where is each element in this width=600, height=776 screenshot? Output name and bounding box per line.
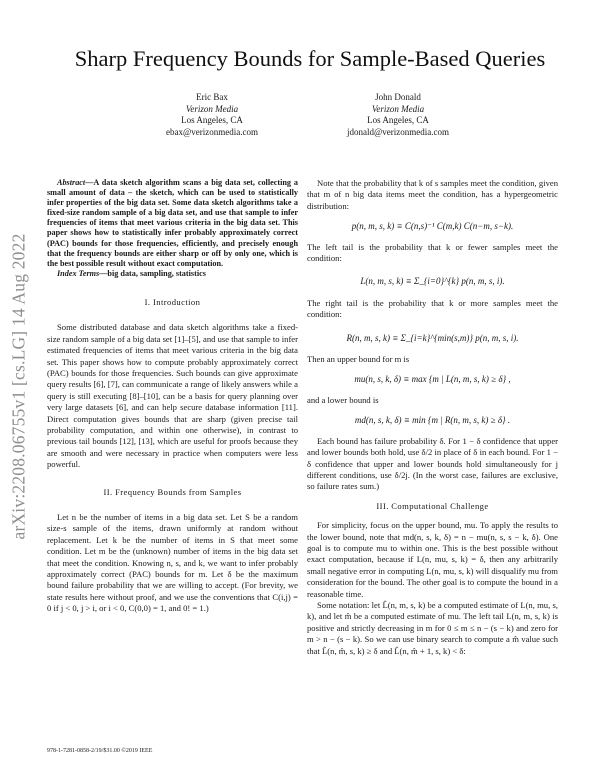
author-affiliation: Verizon Media	[185, 103, 239, 114]
equation-right-tail: R(n, m, s, k) ≡ Σ_{i=k}^{min(s,m)} p(n, m, s, i).	[346, 332, 519, 343]
author-name: Eric Bax	[196, 92, 228, 102]
author-affiliation: Verizon Media	[371, 103, 425, 114]
author-email: jdonald@verizonmedia.com	[346, 126, 449, 137]
abstract: Abstract—A data sketch algorithm scans a big data set, collecting a small amount of data – the sketch, which can be used to statistically infer properties of the big data set. Some data sketch algorithms take a fixed-size random sample of a big data set, and use that sample to infer frequencies of items that meet various criteria in the big data set. This paper shows how to statistically infer probably approximately correct (PAC) bounds for those frequencies, efficiently, and precisely enough that the frequency bounds are either sharp or off by only one, which is the best possible result without exact computation.	[47, 178, 298, 268]
right-column	[307, 178, 558, 657]
upper-bound-paragraph: Then an upper bound for m is	[307, 354, 410, 365]
section-heading-computational-challenge: III. Computational Challenge	[376, 500, 489, 511]
section-heading-frequency-bounds: II. Frequency Bounds from Samples	[103, 486, 242, 497]
section-heading-introduction: I. Introduction	[144, 296, 201, 307]
left-column	[47, 178, 298, 615]
equation-lower-bound: md(n, s, k, δ) ≡ min {m | R(n, m, s, k) ≥ δ} .	[354, 415, 511, 426]
paper-title: Sharp Frequency Bounds for Sample-Based Queries	[74, 46, 546, 71]
author-location: Los Angeles, CA	[181, 115, 243, 126]
author-location: Los Angeles, CA	[367, 115, 429, 126]
index-terms: Index Terms—big data, sampling, statistics	[57, 268, 206, 278]
computational-paragraph-2: Some notation: let L̂(n, m, s, k) be a computed estimate of L(n, mu, s, k), and let m̂ be a computed estimate of mu. The left tail L(n, m, s, k) is positive and strictly decreasing in m for 0 ≤ m ≤ n − (s − k) and zero for m > n − (s − k). So we can use binary search to compute a m̂ value such that L̂(n, m̂, s, k) ≥ δ and L̂(n, m̂ + 1, s, k) < δ:	[307, 599, 558, 656]
author-email: ebax@verizonmedia.com	[166, 126, 258, 137]
equation-hypergeometric: p(n, m, s, k) ≡ C(n,s)⁻¹ C(m,k) C(n−m, s−k).	[351, 221, 514, 232]
author-block-2	[308, 92, 488, 138]
frequency-bounds-paragraph: Let n be the number of items in a big data set. Let S be a random size-s sample of the items, drawn uniformly at random without replacement. Let k be the number of items in S that meet some condition. Let m be the (unknown) number of items in the big data set that meet the condition. Knowing n, s, and k, we want to infer probably approximately correct (PAC) bounds for m. Let δ be the maximum bound failure probability that we are willing to accept. (For brevity, we state results here without proof, and we use the conventions that C(i,j) = 0 if j < 0, j > i, or i < 0, C(0,0) = 1, and 0! = 1.)	[47, 512, 298, 614]
arxiv-stamp: arXiv:2208.06755v1 [cs.LG] 14 Aug 2022	[8, 232, 29, 540]
failure-probability-paragraph: Each bound has failure probability δ. For 1 − δ confidence that upper and lower bounds both hold, use δ/2 in place of δ in each bound. For 1 − δ confidence that upper and lower bounds hold simultaneously for j different conditions, use δ/2j. (In the worst case, failures are exclusive, so failure rates sum.)	[307, 435, 558, 492]
author-block-1	[122, 92, 302, 138]
computational-paragraph-1: For simplicity, focus on the upper bound, mu. To apply the results to the lower bound, note that md(n, s, k, δ) = n − mu(n, s, s − k, δ). One goal is to compute mu to within one. This is the best possible without exact computation, because if L(n, mu, s, k) = δ, then any arbitrarily small negative error in computing L(n, mu, s, k) will disqualify mu from consideration for the bound. The other goal is to compute the bound in a reasonable time.	[307, 520, 558, 599]
intro-paragraph: Some distributed database and data sketch algorithms take a fixed-size random sample of a big data set [1]–[5], and use that sample to infer estimated frequencies of items that meet various criteria in the big data set. This paper shows how to compute probably approximately correct (PAC) bounds for those frequencies. Such bounds can give approximate query results [6], [7], can communicate a range of likely answers while a query is still executing [8]–[10], can be a basis for query planning over very large datasets [6], and can help secure database information [11]. Direct computation gives bounds that are sharp (given precise tail probability computation, and within one otherwise), in contrast to previous tail bounds [12], [13], which are useful for proofs because they are smooth and were necessary in practice when computers were less powerful.	[47, 322, 298, 470]
copyright-footer: 978-1-7281-0858-2/19/$31.00 ©2019 IEEE	[47, 748, 153, 754]
right-tail-paragraph: The right tail is the probability that k or more samples meet the condition:	[307, 297, 558, 320]
equation-upper-bound: mu(n, s, k, δ) ≡ max {m | L(n, m, s, k) ≥ δ} ,	[354, 374, 511, 385]
equation-left-tail: L(n, m, s, k) ≡ Σ_{i=0}^{k} p(n, m, s, i).	[360, 276, 505, 287]
hypergeometric-paragraph: Note that the probability that k of s samples meet the condition, given that m of n big data items meet the condition, has a hypergeometric distribution:	[307, 178, 558, 211]
lower-bound-paragraph: and a lower bound is	[307, 394, 379, 405]
left-tail-paragraph: The left tail is the probability that k or fewer samples meet the condition:	[307, 241, 558, 264]
author-name: John Donald	[375, 92, 421, 102]
